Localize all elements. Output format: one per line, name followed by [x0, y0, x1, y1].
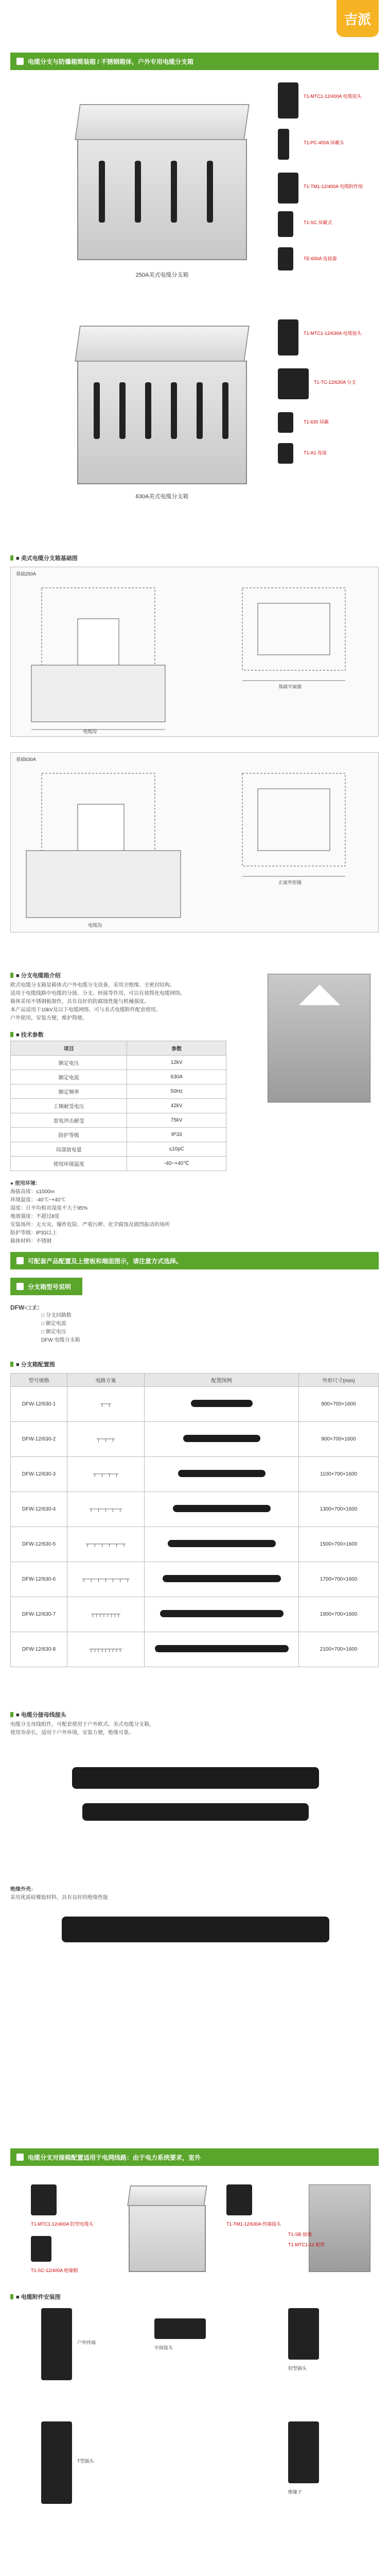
accessory-2 [31, 2236, 78, 2273]
install-4 [41, 2421, 94, 2504]
install-3 [288, 2308, 319, 2371]
model-name: DFW-12/630-5 [11, 1527, 67, 1562]
busbar-note-heading: 绝缘外壳： [10, 1887, 36, 1892]
intro-line: 户外使用，安装方便，维护简便。 [10, 1015, 87, 1021]
banner-config [10, 1252, 379, 1269]
spec-key: 防护等级 [11, 1128, 127, 1142]
config-image [145, 1422, 299, 1457]
condition-line: 防护等级：IP33以上 [10, 1230, 57, 1236]
accessory-label: T1-MTC1-12/400A 肘型电缆头 [31, 2222, 94, 2227]
part-label: T1-MTC1-12/400A 电缆接头 [304, 94, 362, 99]
model-code-item: □ 额定电流 [41, 1321, 66, 1327]
busbar-note [10, 1886, 379, 1902]
table-row [11, 1527, 379, 1562]
cabinet-630a [77, 361, 247, 484]
spec-key: 工频耐受电压 [11, 1099, 127, 1113]
accessory-kiosk [309, 2184, 370, 2272]
cable-connector [119, 382, 126, 439]
condition-line: 地震强度：不超过8度 [10, 1214, 60, 1219]
condition-line: 环境温度：-40℃~+40℃ [10, 1197, 66, 1203]
install-1 [41, 2308, 96, 2380]
config-image [145, 1387, 299, 1422]
cable-connector [197, 382, 203, 439]
model-size: 900×700×1600 [299, 1387, 379, 1422]
product2-caption: 630A美式电缆分支箱 [135, 494, 189, 500]
condition-line: 安装场所：无火灾、爆炸危险、严重污秽、化学腐蚀及剧烈振动的场所 [10, 1222, 170, 1228]
banner-mark-icon [16, 58, 24, 65]
drawing-label: 电缆沟 [83, 729, 97, 734]
config-image [145, 1597, 299, 1632]
models-heading: ■ 分支箱配置图 [10, 1360, 55, 1368]
model-size: 2100×700×1600 [299, 1632, 379, 1667]
accessory-1 [31, 2184, 94, 2227]
spec-key: 额定电流 [11, 1070, 127, 1084]
spec-value: IP33 [127, 1128, 226, 1142]
spec-key: 雷电冲击耐受 [11, 1113, 127, 1128]
spec-value: ≤10pC [127, 1142, 226, 1157]
banner-model [10, 1278, 82, 1295]
part-label: T1-630 屏蔽 [304, 419, 329, 425]
busbar-line: 电缆分支母线组件，可配套使用于户外欧式、美式电缆分支箱， [10, 1722, 154, 1727]
accessory-label: T1-SC-12/400A 绝缘帽 [31, 2268, 78, 2273]
cable-connector [94, 382, 100, 439]
warning-icon [299, 985, 340, 1005]
model-size: 1500×700×1600 [299, 1527, 379, 1562]
intro-line: 适用于电缆线路中电缆的分接、分支、转接等作用，可以有效简化电缆网络。 [10, 991, 185, 996]
foundation-drawing-630a [11, 753, 379, 933]
part-1 [278, 82, 362, 118]
banner-text: 电缆分支与防爆箱简装箱 / 不锈钢箱体，户外专用电缆分支箱 [28, 58, 194, 65]
cabinet-250a [77, 139, 247, 260]
drawing-title: 基础630A [16, 757, 37, 762]
accessory-cabinet [129, 2205, 206, 2272]
spec-key: 局部放电量 [11, 1142, 127, 1157]
intro-line: 本产品适用于10kV及以下电缆网络，可与美式电缆附件配套使用。 [10, 1007, 161, 1013]
cabinet-lid [75, 104, 250, 140]
intro-heading: ■ 分支电缆箱介绍 [10, 971, 61, 979]
banner-mark-icon [16, 1283, 24, 1290]
drawings-heading: ■ 美式电缆分支箱基础图 [10, 554, 78, 562]
model-name: DFW-12/630-6 [11, 1562, 67, 1597]
busbar-image [82, 1803, 309, 1821]
cable-connector [222, 382, 228, 439]
install-2 [154, 2318, 206, 2350]
intro-line: 欧式电缆分支箱是箱体式户外电缆分支设备，采用全绝缘、全密封结构。 [10, 982, 175, 988]
circuit-scheme: ┬─┬─┬─┬─┬─┬─┬ [67, 1562, 145, 1597]
part-8 [278, 412, 329, 433]
part-label: T1-MTC1-12/630A 电缆接头 [304, 331, 362, 336]
condition-line: 湿度：日平均相对湿度不大于95% [10, 1206, 88, 1211]
install-label: 户外终端 [77, 2340, 96, 2345]
circuit-scheme: ┬─┬─┬ [67, 1422, 145, 1457]
drawing-title: 基础250A [16, 571, 37, 577]
spec-key: 额定电压 [11, 1056, 127, 1070]
foundation-drawing-250a [11, 567, 379, 737]
table-row [11, 1562, 379, 1597]
cable-connector [145, 382, 151, 439]
model-size: 1900×700×1600 [299, 1597, 379, 1632]
spec-key: 额定频率 [11, 1084, 127, 1099]
drawing-label: 正面外形图 [278, 880, 302, 885]
part-9 [278, 443, 327, 464]
intro-line: 箱体采用不锈钢板制作，具有良好的防腐蚀性能与机械强度。 [10, 999, 149, 1005]
install-label: T型插头 [77, 2459, 94, 2464]
model-code-item: DFW 电缆分支箱 [41, 1337, 80, 1343]
table-row [11, 1387, 379, 1422]
banner-mark-icon [16, 2154, 24, 2161]
model-name: DFW-12/630-2 [11, 1422, 67, 1457]
drawing-label: 电缆沟 [88, 923, 102, 928]
condition-line: 海拔高度：≤1000m [10, 1189, 55, 1195]
busbar-image [62, 1917, 329, 1942]
accessory-label: T1-TM1-12/630A 终端接头 [226, 2222, 281, 2227]
model-code-block [10, 1303, 216, 1345]
spec-value: -40~+40℃ [127, 1157, 226, 1171]
config-image [145, 1457, 299, 1492]
circuit-scheme: ┬─┬─┬─┬─┬─┬ [67, 1527, 145, 1562]
models-header: 配置图例 [145, 1374, 299, 1387]
cabinet-lid [75, 326, 250, 362]
model-name: DFW-12/630-1 [11, 1387, 67, 1422]
part-label: T1-PC-400A 屏蔽头 [304, 140, 345, 145]
cabinet-lid [127, 2185, 207, 2206]
cable-connector [207, 161, 213, 223]
circuit-scheme: ┬─┬─┬─┬─┬ [67, 1492, 145, 1527]
part-5 [278, 247, 337, 270]
models-header: 型号规格 [11, 1374, 67, 1387]
banner-text: 可配套产品配置及上壁板和端面图示，请注意方式选择。 [28, 1257, 183, 1265]
config-image [145, 1492, 299, 1527]
busbar-image [72, 1767, 319, 1789]
models-table [10, 1373, 379, 1667]
table-row [11, 1597, 379, 1632]
spec-value: 12kV [127, 1056, 226, 1070]
brand-logo: 吉派 [337, 0, 379, 37]
model-name: DFW-12/630-7 [11, 1597, 67, 1632]
part-label: T1-SC 屏蔽式 [304, 220, 332, 225]
drawing-630a [10, 752, 379, 933]
model-name: DFW-12/630-8 [11, 1632, 67, 1667]
circuit-scheme: ┬─┬ [67, 1387, 145, 1422]
part-label: T1-A1 连接 [304, 450, 327, 455]
banner-accessories [10, 2148, 379, 2166]
table-row [11, 1632, 379, 1667]
spec-value: 630A [127, 1070, 226, 1084]
model-name: DFW-12/630-3 [11, 1457, 67, 1492]
install-5 [288, 2421, 319, 2495]
spec-value: 50Hz [127, 1084, 226, 1099]
drawing-label: 基础平面图 [278, 684, 302, 689]
model-size: 900×700×1600 [299, 1422, 379, 1457]
table-row [11, 1492, 379, 1527]
banner-intro [10, 53, 379, 70]
spec-value: 42kV [127, 1099, 226, 1113]
cable-connector [99, 161, 105, 223]
specs-table [10, 1041, 226, 1171]
model-size: 1700×700×1600 [299, 1562, 379, 1597]
spec-key: 使用环境温度 [11, 1157, 127, 1171]
kiosk-cabinet-image [268, 974, 370, 1103]
accessory-label: T1-MTC1-12 配件 [288, 2242, 325, 2247]
specs-heading: ■ 技术参数 [10, 1030, 44, 1039]
spec-value: 75kV [127, 1113, 226, 1128]
install-label: 绝缘子 [288, 2489, 303, 2495]
config-image [145, 1562, 299, 1597]
conditions-heading: ● 使用环境： [10, 1181, 41, 1187]
model-size: 1100×700×1600 [299, 1457, 379, 1492]
banner-text: 分支箱型号说明 [28, 1283, 72, 1291]
part-label: TE-600A 连接器 [304, 256, 337, 261]
models-header: 电路方案 [67, 1374, 145, 1387]
model-name: DFW-12/630-4 [11, 1492, 67, 1527]
banner-mark-icon [16, 1257, 24, 1264]
circuit-scheme: ┬┬┬┬┬┬┬┬ [67, 1597, 145, 1632]
busbar-text [10, 1721, 379, 1737]
config-image [145, 1632, 299, 1667]
cable-connector [171, 161, 177, 223]
models-header: 外形尺寸(mm) [299, 1374, 379, 1387]
model-size: 1300×700×1600 [299, 1492, 379, 1527]
cable-connector [135, 161, 141, 223]
specs-header: 参数 [127, 1041, 226, 1056]
busbar-line: 使用寿命长，适用于户外环境，安装方便，绝缘可靠。 [10, 1730, 134, 1736]
table-row [11, 1422, 379, 1457]
busbar-heading: ■ 电缆分接母线接头 [10, 1710, 66, 1719]
part-label: T1-TC-12/630A 分支 [314, 380, 357, 385]
part-label: T1-TM1-12/400A 电缆附件组 [304, 184, 363, 189]
part-7 [278, 368, 357, 399]
drawing-250a [10, 567, 379, 737]
model-code-item: □ 额定电压 [41, 1329, 66, 1335]
conditions-text [10, 1180, 379, 1246]
part-6 [278, 319, 362, 355]
model-code: DFW-□□/□ [10, 1304, 40, 1311]
intro-text [10, 981, 237, 1023]
accessory-3 [226, 2184, 281, 2227]
part-2 [278, 129, 345, 160]
circuit-scheme: ┬─┬─┬─┬ [67, 1457, 145, 1492]
install-label: 肘型插头 [288, 2366, 307, 2371]
config-image [145, 1527, 299, 1562]
accessory-label: T1-SB 接地 [288, 2232, 312, 2237]
banner-text: 电缆分支对接箱配置适用于电网线路：由于电力系统要求，室外 [28, 2154, 201, 2161]
part-3 [278, 173, 363, 204]
product1-caption: 250A美式电缆分支箱 [135, 272, 189, 278]
part-4 [278, 211, 332, 237]
busbar-note-line: 采用优质硅橡胶材料，具有良好的绝缘性能 [10, 1895, 108, 1901]
installation-heading: ■ 电缆附件安装图 [10, 2293, 61, 2301]
model-code-item: □ 分支回路数 [41, 1313, 72, 1318]
circuit-scheme: ┬┬┬┬┬┬┬┬┬ [67, 1632, 145, 1667]
install-label: 中间接头 [154, 2345, 173, 2350]
condition-line: 箱体材料：不锈钢 [10, 1239, 51, 1244]
cable-connector [171, 382, 177, 439]
specs-header: 项目 [11, 1041, 127, 1056]
table-row [11, 1457, 379, 1492]
